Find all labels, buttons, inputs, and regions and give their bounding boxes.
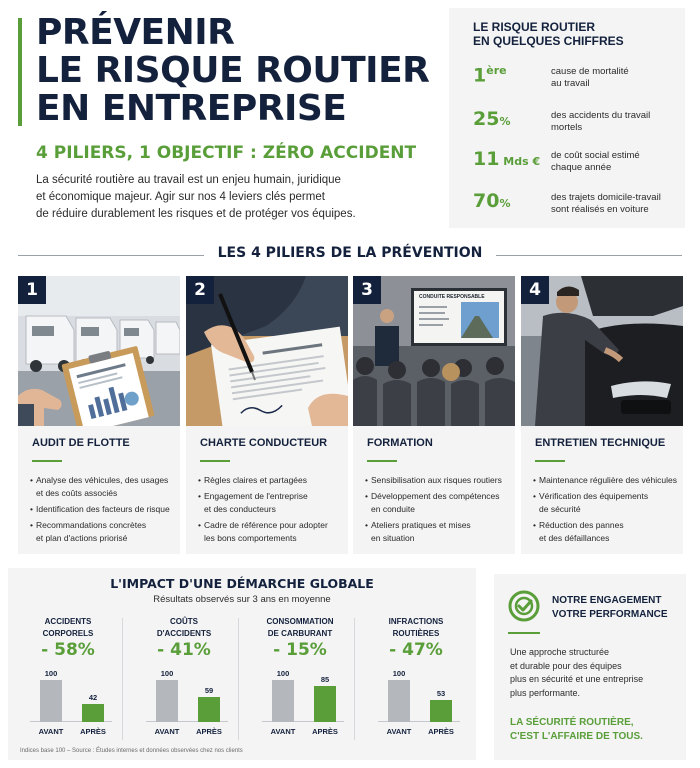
- key-figures-box: [449, 8, 685, 228]
- stat-item: [473, 190, 673, 220]
- pillar-accent-line: [200, 460, 230, 462]
- engagement-panel: [494, 574, 686, 760]
- impact-title: L'IMPACT D'UNE DÉMARCHE GLOBALE: [110, 576, 374, 591]
- pillar-number-badge: 2: [186, 276, 214, 304]
- pillar-title: FORMATION: [367, 437, 433, 449]
- bar-after-value: 85: [320, 675, 330, 684]
- stat-value: 70%: [473, 190, 511, 212]
- pillar-card-training: [353, 276, 515, 554]
- pillars-section-title: LES 4 PILIERS DE LA PRÉVENTION: [217, 245, 483, 261]
- bar-after: [82, 704, 104, 722]
- metric-change: - 58%: [41, 640, 95, 660]
- engagement-text: Une approche structurée et durable pour des équipes plus en sécurité et une entreprise plus performante.: [510, 647, 644, 698]
- pillar-number-badge: 1: [18, 276, 46, 304]
- engagement-slogan: LA SÉCURITÉ ROUTIÈRE, C'EST L'AFFAIRE DE TOUS.: [510, 717, 643, 742]
- bar-before-value: 100: [392, 669, 406, 678]
- pillar-title: ENTRETIEN TECHNIQUE: [535, 437, 666, 449]
- impact-metric: [244, 616, 356, 744]
- pillar-number-badge: 3: [353, 276, 381, 304]
- title-accent-bar: [18, 18, 22, 126]
- pillar-bullet: • Ateliers pratiques et mises en situation: [365, 519, 513, 545]
- pillar-bullet: • Sensibilisation aux risques routiers: [365, 474, 513, 487]
- pillar-bullet-list: [365, 474, 513, 548]
- engagement-title-line: VOTRE PERFORMANCE: [552, 609, 668, 620]
- pillar-bullet: • Identification des facteurs de risque: [30, 503, 178, 516]
- stat-value: 11 Mds €: [473, 148, 541, 170]
- bar-after-value: 59: [204, 686, 214, 695]
- bar-after-label: APRÈS: [80, 727, 106, 736]
- engagement-accent-line: [508, 632, 540, 634]
- pillar-card-driver-charter: [186, 276, 348, 554]
- stat-item: [473, 64, 673, 94]
- pillar-accent-line: [367, 460, 397, 462]
- pillar-bullet: • Règles claires et partagées: [198, 474, 346, 487]
- pillar-bullet-list: [30, 474, 178, 548]
- bar-before-label: AVANT: [38, 727, 64, 736]
- hero-section: [0, 0, 700, 240]
- pillar-bullet: • Engagement de l'entreprise et des conducteurs: [198, 490, 346, 516]
- bar-before: [388, 680, 410, 722]
- target-check-icon: [508, 590, 540, 622]
- bar-before-label: AVANT: [386, 727, 412, 736]
- title-line: PRÉVENIR: [36, 12, 235, 53]
- bar-before-value: 100: [276, 669, 290, 678]
- bar-before-label: AVANT: [270, 727, 296, 736]
- impact-panel: [8, 568, 476, 760]
- metric-separator: [354, 618, 355, 740]
- key-figures-title: [473, 20, 624, 48]
- bar-after: [430, 700, 452, 722]
- pillar-bullet-list: [198, 474, 346, 548]
- stat-description: cause de mortalité au travail: [551, 66, 629, 89]
- pillar-number-badge: 4: [521, 276, 549, 304]
- bar-after-label: APRÈS: [312, 727, 338, 736]
- training-screen-title: CONDUITE RESPONSABLE: [419, 294, 485, 300]
- intro-line: de réduire durablement les risques et de protéger vos équipes.: [36, 208, 356, 220]
- fleet-audit-photo: [18, 276, 180, 426]
- pillar-bullet: • Recommandations concrètes et plan d'actions priorisé: [30, 519, 178, 545]
- key-figures-title-line: LE RISQUE ROUTIER: [473, 20, 596, 34]
- driver-charter-photo: [186, 276, 348, 426]
- engagement-title: [552, 594, 668, 622]
- pillar-bullet: • Cadre de référence pour adopter les bons comportements: [198, 519, 346, 545]
- pillar-card-maintenance: [521, 276, 683, 554]
- pillar-title: CHARTE CONDUCTEUR: [200, 437, 328, 449]
- impact-metric: [360, 616, 472, 744]
- metric-label: INFRACTIONS ROUTIÈRES: [388, 617, 444, 638]
- bar-before: [156, 680, 178, 722]
- intro-line: La sécurité routière au travail est un enjeu humain, juridique: [36, 174, 341, 186]
- bar-before-label: AVANT: [154, 727, 180, 736]
- metric-separator: [238, 618, 239, 740]
- maintenance-photo: [521, 276, 683, 426]
- metric-change: - 47%: [389, 640, 443, 660]
- pillar-title: AUDIT DE FLOTTE: [32, 437, 130, 449]
- stat-item: [473, 148, 673, 178]
- stat-item: [473, 108, 673, 138]
- pillar-bullet: • Réduction des pannes et des défaillances: [533, 519, 681, 545]
- metric-label: COÛTS D'ACCIDENTS: [156, 617, 212, 638]
- pillars-section-header: [18, 245, 682, 265]
- impact-footnote: Indices base 100 – Source : Études internes et données observées chez nos clients: [20, 748, 243, 754]
- metric-label: CONSOMMATION DE CARBURANT: [266, 617, 334, 638]
- impact-metric: [128, 616, 240, 744]
- bar-after: [314, 686, 336, 722]
- engagement-title-line: NOTRE ENGAGEMENT: [552, 595, 662, 606]
- page-subtitle: 4 PILIERS, 1 OBJECTIF : ZÉRO ACCIDENT: [36, 143, 417, 163]
- stat-value: 1ère: [473, 64, 507, 87]
- bar-after-value: 53: [436, 689, 446, 698]
- metric-change: - 15%: [273, 640, 327, 660]
- page-title: [36, 14, 436, 128]
- stat-value: 25%: [473, 108, 511, 130]
- bar-after-value: 42: [88, 693, 98, 702]
- bar-before: [40, 680, 62, 722]
- pillar-bullet: • Vérification des équipements de sécurité: [533, 490, 681, 516]
- metric-label: ACCIDENTS CORPORELS: [42, 617, 94, 638]
- title-line: EN ENTREPRISE: [36, 88, 347, 129]
- title-line: LE RISQUE ROUTIER: [36, 50, 430, 91]
- pillar-accent-line: [535, 460, 565, 462]
- metric-change: - 41%: [157, 640, 211, 660]
- bar-before: [272, 680, 294, 722]
- metric-separator: [122, 618, 123, 740]
- training-photo: [353, 276, 515, 426]
- pillar-bullet: • Développement des compétences en conduite: [365, 490, 513, 516]
- key-figures-title-line: EN QUELQUES CHIFFRES: [473, 34, 624, 48]
- bar-after-label: APRÈS: [428, 727, 454, 736]
- stat-description: des accidents du travail mortels: [551, 110, 651, 133]
- intro-line: et économique majeur. Agir sur nos 4 leviers clés permet: [36, 191, 325, 203]
- stat-description: de coût social estimé chaque année: [551, 150, 640, 173]
- pillar-bullet-list: [533, 474, 681, 548]
- bar-before-value: 100: [44, 669, 58, 678]
- impact-subtitle: Résultats observés sur 3 ans en moyenne: [153, 594, 331, 605]
- intro-paragraph: [36, 172, 436, 223]
- pillar-accent-line: [32, 460, 62, 462]
- stat-description: des trajets domicile-travail sont réalisés en voiture: [551, 192, 661, 215]
- pillar-card-fleet-audit: [18, 276, 180, 554]
- impact-metric: [12, 616, 124, 744]
- bar-after-label: APRÈS: [196, 727, 222, 736]
- bar-after: [198, 697, 220, 722]
- bar-before-value: 100: [160, 669, 174, 678]
- pillar-bullet: • Analyse des véhicules, des usages et des coûts associés: [30, 474, 178, 500]
- pillar-bullet: • Maintenance régulière des véhicules: [533, 474, 681, 487]
